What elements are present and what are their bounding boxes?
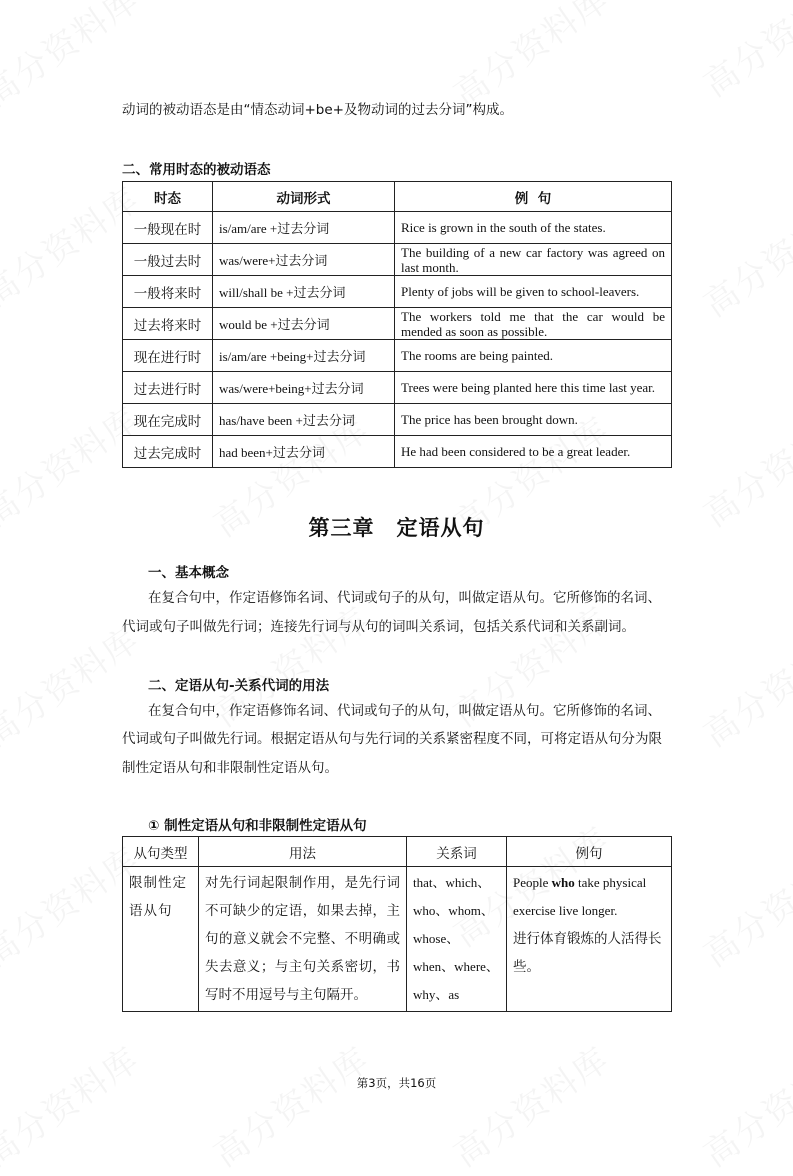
- verb-form-cell: [213, 244, 395, 276]
- subsection-heading-restrictive-clauses: ① 制性定语从句和非限制性定语从句: [148, 818, 367, 834]
- subsection-heading-relative-pronouns: 二、定语从句-关系代词的用法: [148, 678, 330, 694]
- tense-cell: 过去进行时: [123, 372, 213, 404]
- tense-cell: 过去完成时: [123, 436, 213, 468]
- table-row: [123, 308, 672, 340]
- column-header: 动词形式: [213, 182, 395, 212]
- relative-words-cell: that、which、who、whom、whose、when、where、why、as: [407, 867, 507, 1012]
- verb-form-cell: [213, 340, 395, 372]
- watermark-text: [692, 613, 793, 756]
- example-cell: Rice is grown in the south of the states.: [395, 212, 672, 244]
- verb-form-en: was/were+: [219, 253, 276, 268]
- column-header: 时态: [123, 182, 213, 212]
- verb-form-en: was/were+being+: [219, 381, 312, 396]
- watermark-text: [0, 1033, 148, 1176]
- verb-form-cell: [213, 404, 395, 436]
- column-header: 例句: [507, 837, 672, 867]
- example-en-post: take physical exercise live longer.: [513, 875, 647, 918]
- verb-form-en: is/am/are +being+: [219, 349, 314, 364]
- table-row: [123, 404, 672, 436]
- watermark-text: [692, 0, 793, 106]
- intro-paragraph: 动词的被动语态是由“情态动词+be+及物动词的过去分词”构成。: [122, 102, 513, 118]
- table-row: [123, 436, 672, 468]
- table-header-row: [123, 837, 672, 867]
- verb-form-cell: [213, 436, 395, 468]
- example-en-pre: People: [513, 875, 552, 890]
- paragraph-line: 在复合句中，作定语修饰名词、代词或句子的从句，叫做定语从句。它所修饰的名词、: [148, 590, 661, 606]
- table-row: [123, 867, 672, 1012]
- example-cell: Trees were being planted here this time last year.: [395, 372, 672, 404]
- column-header: 例 句: [395, 182, 672, 212]
- column-header: 关系词: [407, 837, 507, 867]
- tense-cell: 一般将来时: [123, 276, 213, 308]
- clause-type-cell: 限制性定语从句: [123, 867, 199, 1012]
- verb-form-cn: 过去分词: [313, 350, 366, 365]
- verb-form-cn: 过去分词: [302, 414, 355, 429]
- verb-form-en: has/have been +: [219, 413, 303, 428]
- verb-form-en: would be +: [219, 317, 278, 332]
- tense-cell: 一般现在时: [123, 212, 213, 244]
- verb-form-cn: 过去分词: [293, 286, 346, 301]
- verb-form-cell: [213, 308, 395, 340]
- usage-cell: 对先行词起限制作用，是先行词不可缺少的定语，如果去掉，主句的意义就会不完整、不明确或失去意义；与主句关系密切，书写时不用逗号与主句隔开。: [199, 867, 407, 1012]
- subsection-heading-basic-concept: 一、基本概念: [148, 565, 229, 581]
- paragraph-line: 制性定语从句和非限制性定语从句。: [122, 760, 338, 776]
- tense-cell: 现在完成时: [123, 404, 213, 436]
- paragraph-line: 在复合句中，作定语修饰名词、代词或句子的从句，叫做定语从句。它所修饰的名词、: [148, 703, 661, 719]
- example-cell: The building of a new car factory was agreed on last month.: [395, 244, 672, 276]
- watermark-text: [442, 1033, 618, 1176]
- example-en-bold: who: [551, 875, 575, 890]
- verb-form-cell: [213, 276, 395, 308]
- tense-cell: 过去将来时: [123, 308, 213, 340]
- verb-form-en: is/am/are +: [219, 221, 278, 236]
- column-header: 从句类型: [123, 837, 199, 867]
- paragraph-line: 代词或句子叫做先行词。根据定语从句与先行词的关系紧密程度不同，可将定语从句分为限: [122, 731, 662, 747]
- tense-cell: 现在进行时: [123, 340, 213, 372]
- verb-form-cn: 过去分词: [277, 318, 330, 333]
- example-cell: [507, 867, 672, 1012]
- verb-form-cn: 过去分词: [275, 254, 328, 269]
- example-cn: 进行体育锻炼的人活得长些。: [513, 931, 662, 975]
- watermark-text: [692, 1033, 793, 1176]
- example-cell: The workers told me that the car would be mended as soon as possible.: [395, 308, 672, 340]
- verb-form-cell: [213, 212, 395, 244]
- verb-form-en: will/shall be +: [219, 285, 294, 300]
- passive-voice-table: [122, 181, 672, 468]
- relative-clause-table: [122, 836, 672, 1012]
- verb-form-cn: 过去分词: [311, 382, 364, 397]
- verb-form-en: had been+: [219, 445, 273, 460]
- example-cell: He had been considered to be a great leader.: [395, 436, 672, 468]
- verb-form-cn: 过去分词: [277, 222, 330, 237]
- table-row: [123, 276, 672, 308]
- watermark-text: [202, 1033, 378, 1176]
- watermark-text: [692, 833, 793, 976]
- example-cell: Plenty of jobs will be given to school-leavers.: [395, 276, 672, 308]
- verb-form-cn: 过去分词: [272, 446, 325, 461]
- page-number: 第3页，共16页: [356, 1076, 437, 1090]
- example-cell: The price has been brought down.: [395, 404, 672, 436]
- table-row: [123, 244, 672, 276]
- table-row: [123, 212, 672, 244]
- table-row: [123, 372, 672, 404]
- section-heading-passive-tenses: 二、常用时态的被动语态: [122, 162, 271, 178]
- table-header-row: [123, 182, 672, 212]
- table-row: [123, 340, 672, 372]
- tense-cell: 一般过去时: [123, 244, 213, 276]
- verb-form-cell: [213, 372, 395, 404]
- paragraph-line: 代词或句子叫做先行词；连接先行词与从句的词叫关系词，包括关系代词和关系副词。: [122, 619, 635, 635]
- example-cell: The rooms are being painted.: [395, 340, 672, 372]
- watermark-text: [692, 183, 793, 326]
- column-header: 用法: [199, 837, 407, 867]
- chapter-title: 第三章 定语从句: [308, 516, 485, 540]
